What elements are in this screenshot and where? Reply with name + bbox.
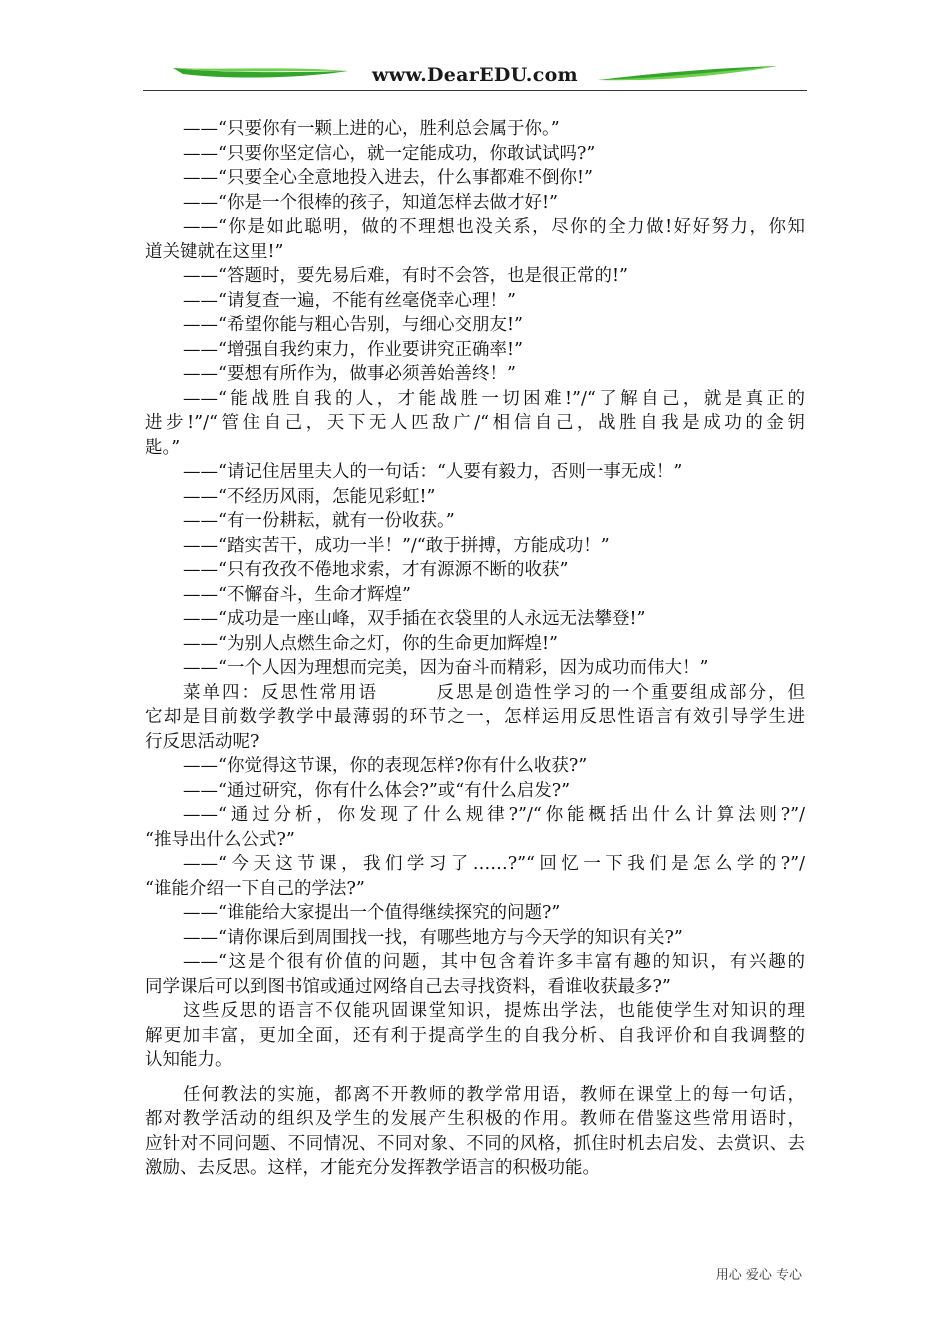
text-line: 道关键就在这里!” xyxy=(145,241,284,262)
text-line: ——“通过分析，你发现了什么规律?”/“你能概括出什么计算法则?”/ xyxy=(183,805,805,825)
text-line: ——“为别人点燃生命之灯，你的生命更加辉煌!” xyxy=(183,633,558,654)
text-line: ——“你是如此聪明，做的不理想也没关系，尽你的全力做!好好努力，你知 xyxy=(183,217,805,237)
text-line: ——“请你课后到周围找一找，有哪些地方与今天学的知识有关?” xyxy=(183,927,683,948)
text-line: 解更加丰富，更加全面，还有利于提高学生的自我分析、自我评价和自我调整的 xyxy=(145,1025,805,1046)
text-line: 任何教法的实施，都离不开教师的教学常用语，教师在课堂上的每一句话， xyxy=(183,1084,805,1105)
text-line: ——“请复查一遍，不能有丝毫侥幸心理！” xyxy=(183,290,516,311)
text-line: 激励、去反思。这样，才能充分发挥教学语言的积极功能。 xyxy=(145,1158,600,1178)
header-divider xyxy=(143,90,807,91)
text-line: ——“踏实苦干，成功一半！”/“敢于拼搏，方能成功！” xyxy=(183,535,610,556)
text-line: 匙。” xyxy=(145,437,181,458)
text-line: ——“只要你坚定信心，就一定能成功，你敢试试吗?” xyxy=(183,143,596,164)
text-line: ——“不懈奋斗，生命才辉煌” xyxy=(183,584,411,605)
section-heading-line: 菜单四：反思性常用语 反思是创造性学习的一个重要组成部分，但 xyxy=(183,682,805,703)
text-line: ——“请记住居里夫人的一句话：“人要有毅力，否则一事无成！” xyxy=(183,462,683,482)
text-line: ——“你是一个很棒的孩子，知道怎样去做才好!” xyxy=(183,192,558,213)
text-line: ——“只有孜孜不倦地求索，才有源源不断的收获” xyxy=(183,560,569,580)
text-line: 行反思活动呢? xyxy=(145,731,260,752)
document-body xyxy=(145,117,805,1181)
text-line: 同学课后可以到图书馆或通过网络自己去寻找资料，看谁收获最多?” xyxy=(145,976,671,997)
text-line: ——“不经历风雨，怎能见彩虹!” xyxy=(183,486,436,507)
text-line: ——“通过研究，你有什么体会?”或“有什么启发?” xyxy=(183,780,571,801)
text-line: ——“这是个很有价值的问题，其中包含着许多丰富有趣的知识，有兴趣的 xyxy=(183,952,805,972)
text-line: 它却是目前数学教学中最薄弱的环节之一，怎样运用反思性语言有效引导学生进 xyxy=(145,707,805,727)
text-line: ——“谁能给大家提出一个值得继续探究的问题?” xyxy=(183,903,561,923)
text-line: “推导出什么公式?” xyxy=(145,829,295,850)
text-line: ——“希望你能与粗心告别，与细心交朋友!” xyxy=(183,315,523,335)
site-title: www.DearEDU.com xyxy=(372,64,578,86)
text-line: ——“只要你有一颗上进的心，胜利总会属于你。” xyxy=(183,119,560,139)
text-line: ——“增强自我约束力，作业要讲究正确率!” xyxy=(183,339,523,360)
text-line: ——“有一份耕耘，就有一份收获。” xyxy=(183,511,455,531)
text-line: ——“成功是一座山峰，双手插在衣袋里的人永远无法攀登!” xyxy=(183,609,646,629)
text-line: ——“今天这节课，我们学习了……?”“回忆一下我们是怎么学的?”/ xyxy=(183,854,805,874)
text-line: ——“要想有所作为，做事必须善始善终！” xyxy=(183,364,516,384)
footer-slogan: 用心 爱心 专心 xyxy=(715,1268,802,1283)
text-line: 这些反思的语言不仅能巩固课堂知识，提炼出学法，也能使学生对知识的理 xyxy=(183,1001,805,1021)
text-line: ——“只要全心全意地投入进去，什么事都难不倒你!” xyxy=(183,168,593,188)
text-line: “谁能介绍一下自己的学法?” xyxy=(145,878,365,899)
text-line: 应针对不同问题、不同情况、不同对象、不同的风格，抓住时机去启发、去赏识、去 xyxy=(145,1133,805,1154)
header-banner xyxy=(143,58,807,94)
text-line: ——“能战胜自我的人，才能战胜一切困难!”/“了解自己，就是真正的 xyxy=(183,388,805,409)
text-line: ——“你觉得这节课，你的表现怎样?你有什么收获?” xyxy=(183,756,588,776)
text-line: ——“答题时，要先易后难，有时不会答，也是很正常的!” xyxy=(183,266,628,286)
text-line: 进步!”/“管住自己，天下无人匹敌广/“相信自己，战胜自我是成功的金钥 xyxy=(145,413,805,433)
text-line: 都对教学活动的组织及学生的发展产生积极的作用。教师在借鉴这些常用语时， xyxy=(145,1109,805,1129)
text-line: 认知能力。 xyxy=(145,1050,233,1070)
text-line: ——“一个人因为理想而完美，因为奋斗而精彩，因为成功而伟大！” xyxy=(183,658,709,678)
